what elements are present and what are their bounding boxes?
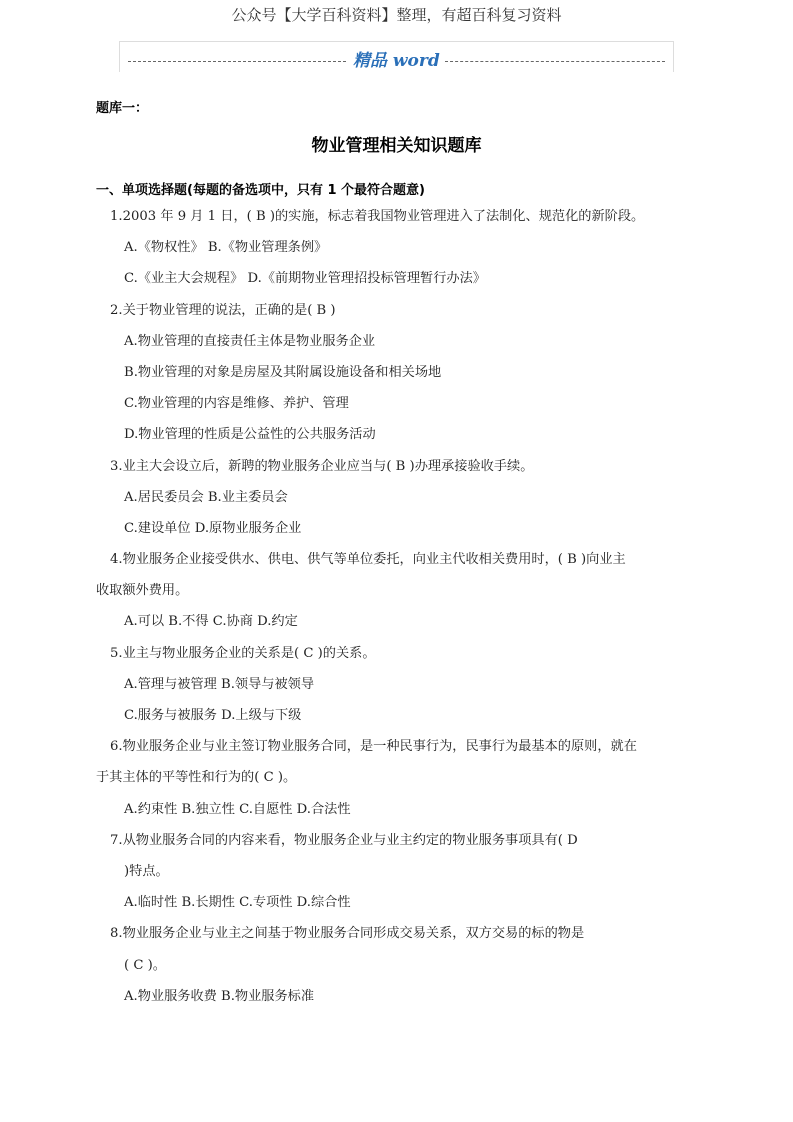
question-text: 4.物业服务企业接受供水、供电、供气等单位委托，向业主代收相关费用时，( B )向业主 [110, 552, 626, 568]
answer-options: A.可以 B.不得 C.协商 D.约定 [124, 614, 298, 630]
answer-options: A.《物权性》 B.《物业管理条例》 [124, 240, 328, 256]
question-continuation: 收取额外费用。 [96, 583, 189, 599]
answer-options: C.物业管理的内容是维修、养护、管理 [124, 396, 349, 412]
banner-divider [445, 61, 665, 62]
answer-options: A.物业服务收费 B.物业服务标准 [124, 988, 315, 1004]
question-continuation: ( C )。 [124, 957, 166, 973]
question-text: 8.物业服务企业与业主之间基于物业服务合同形成交易关系，双方交易的标的物是 [110, 926, 585, 942]
banner-divider [128, 61, 346, 62]
answer-options: A.居民委员会 B.业主委员会 [124, 489, 288, 505]
question-list [96, 207, 686, 1018]
question-text: 2.关于物业管理的说法，正确的是( B ) [110, 302, 336, 318]
banner-brand-logo: 精品 word [353, 51, 440, 71]
section-heading: 一、单项选择题(每题的备选项中，只有 1 个最符合题意) [96, 183, 425, 198]
answer-options: A.临时性 B.长期性 C.专项性 D.综合性 [124, 895, 351, 911]
header-note: 公众号【大学百科资料】整理，有超百科复习资料 [231, 6, 562, 24]
question-text: 1.2003 年 9 月 1 日，( B )的实施，标志着我国物业管理进入了法制化、规范化的新阶段。 [110, 209, 645, 224]
question-text: 5.业主与物业服务企业的关系是( C )的关系。 [110, 645, 376, 661]
bank-label: 题库一： [96, 101, 149, 116]
question-text: 6.物业服务企业与业主签订物业服务合同，是一种民事行为，民事行为最基本的原则，就在 [110, 739, 637, 755]
question-text: 7.从物业服务合同的内容来看，物业服务企业与业主约定的物业服务事项具有( D [110, 832, 578, 848]
question-text: 3.业主大会设立后，新聘的物业服务企业应当与( B )办理承接验收手续。 [110, 458, 534, 474]
answer-options: B.物业管理的对象是房屋及其附属设施设备和相关场地 [124, 364, 442, 380]
answer-options: A.管理与被管理 B.领导与被领导 [124, 676, 315, 692]
banner [119, 41, 674, 72]
question-continuation: 于其主体的平等性和行为的( C )。 [96, 770, 297, 786]
answer-options: D.物业管理的性质是公益性的公共服务活动 [124, 427, 376, 443]
answer-options: C.《业主大会规程》 D.《前期物业管理招投标管理暂行办法》 [124, 271, 486, 287]
page-title: 物业管理相关知识题库 [311, 136, 482, 156]
answer-options: C.建设单位 D.原物业服务企业 [124, 520, 302, 536]
answer-options: A.物业管理的直接责任主体是物业服务企业 [124, 333, 376, 349]
answer-options: C.服务与被服务 D.上级与下级 [124, 708, 302, 723]
answer-options: A.约束性 B.独立性 C.自愿性 D.合法性 [124, 801, 351, 817]
question-continuation: )特点。 [124, 863, 169, 879]
